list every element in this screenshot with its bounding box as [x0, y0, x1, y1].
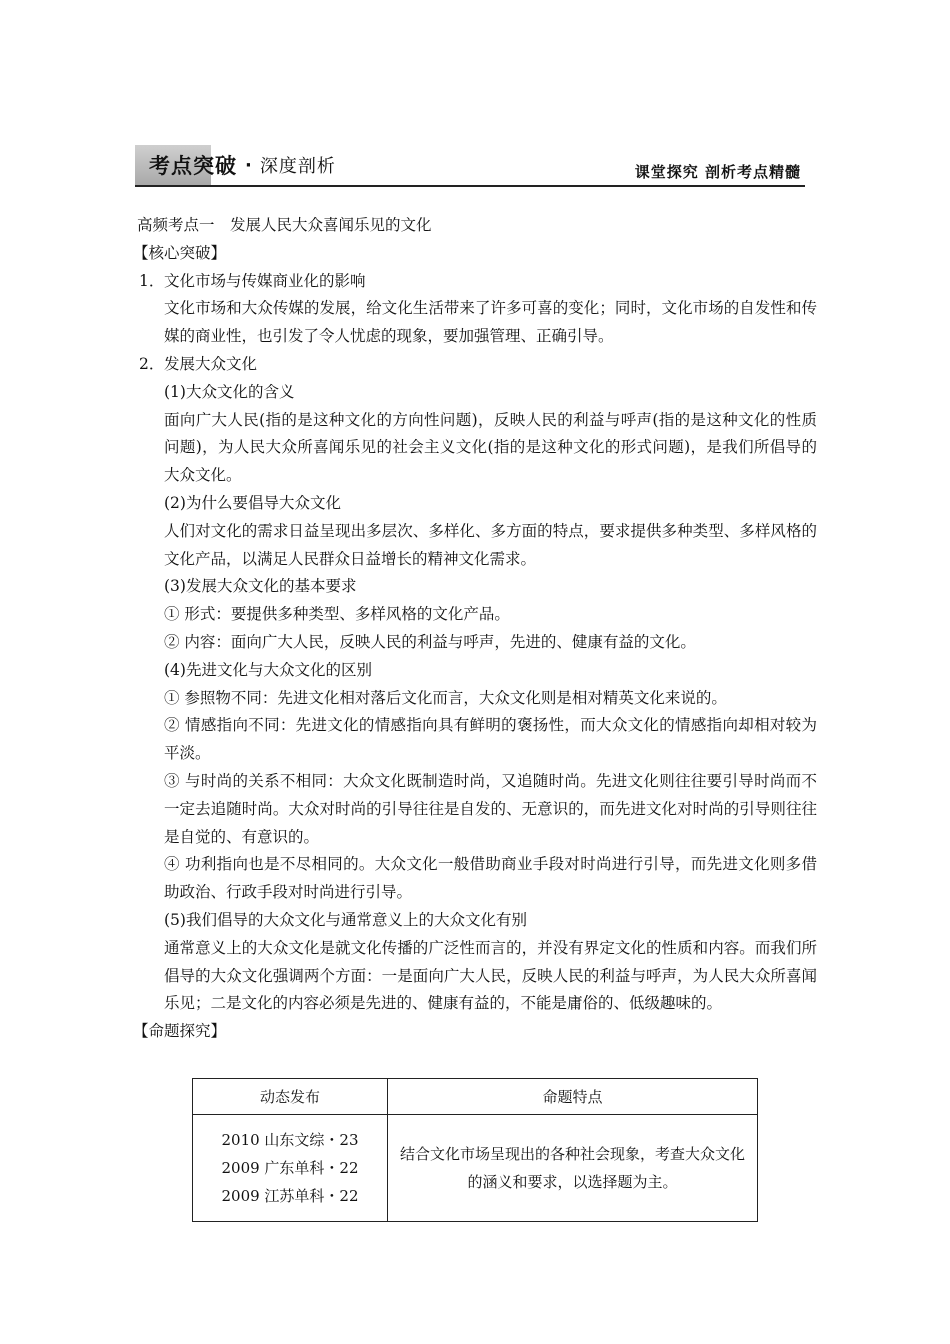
table-source-item: 2009 广东单科・22 [221, 1159, 359, 1177]
section-1-number: 1． [139, 271, 165, 290]
header-separator-dot: · [245, 154, 252, 176]
section-1-heading [137, 268, 817, 296]
core-heading: 【核心突破】 [133, 243, 227, 262]
topic-title: 高频考点一 发展人民大众喜闻乐见的文化 [137, 216, 432, 234]
table-feature-cell: 结合文化市场呈现出的各种社会现象，考查大众文化的涵义和要求，以选择题为主。 [388, 1115, 758, 1222]
header-right-caption: 课堂探究 剖析考点精髓 [634, 163, 801, 181]
point-2-text: 人们对文化的需求日益呈现出多层次、多样化、多方面的特点，要求提供多种类型、多样风格的文化产品，以满足人民群众日益增长的精神文化需求。 [164, 521, 817, 568]
explore-heading: 【命题探究】 [133, 1022, 227, 1041]
point-3-item-1: ① 形式：要提供多种类型、多样风格的文化产品。 [164, 605, 510, 624]
table-row [193, 1115, 758, 1222]
section-header-tab [135, 145, 336, 185]
point-1-title: (1)大众文化的含义 [164, 382, 295, 401]
point-3-title: (3)发展大众文化的基本要求 [164, 577, 357, 596]
point-1-text: 面向广大人民(指的是这种文化的方向性问题)，反映人民的利益与呼声(指的是这种文化的性质问题)，为人民大众所喜闻乐见的社会主义文化(指的是这种文化的形式问题)，是我们所倡导的大众文化。 [164, 410, 817, 485]
table-source-cell [193, 1115, 388, 1222]
table-header-row [193, 1079, 758, 1115]
point-2-title: (2)为什么要倡导大众文化 [164, 493, 341, 512]
topic-table [192, 1078, 758, 1222]
header-divider [135, 185, 805, 187]
point-5-title: (5)我们倡导的大众文化与通常意义上的大众文化有别 [164, 910, 527, 929]
header-main-title: 考点突破 [149, 154, 237, 178]
header-subtitle: 深度剖析 [259, 156, 336, 177]
section-1-title: 文化市场与传媒商业化的影响 [164, 271, 366, 290]
point-4-item-4: ④ 功利指向也是不尽相同的。大众文化一般借助商业手段对时尚进行引导，而先进文化则多借助政治、行政手段对时尚进行引导。 [164, 855, 817, 902]
table-source-item: 2010 山东文综・23 [221, 1131, 359, 1149]
point-3-item-2: ② 内容：面向广大人民，反映人民的利益与呼声，先进的、健康有益的文化。 [164, 632, 696, 651]
table-header-cell: 动态发布 [193, 1079, 388, 1115]
point-4-item-1: ① 参照物不同：先进文化相对落后文化而言，大众文化则是相对精英文化来说的。 [164, 688, 727, 707]
point-5-text: 通常意义上的大众文化是就文化传播的广泛性而言的，并没有界定文化的性质和内容。而我们所倡导的大众文化强调两个方面：一是面向广大人民，反映人民的利益与呼声，为人民大众所喜闻乐见；二是文化的内容必须是先进的、健康有益的，不能是庸俗的、低级趣味的。 [164, 938, 817, 1013]
main-content [133, 212, 817, 1046]
section-header [135, 145, 805, 187]
point-4-item-3: ③ 与时尚的关系不相同：大众文化既制造时尚，又追随时尚。先进文化则往往要引导时尚而不一定去追随时尚。大众对时尚的引导往往是自发的、无意识的，而先进文化对时尚的引导则往往是自觉的、有意识的。 [164, 771, 817, 846]
table-header-cell: 命题特点 [388, 1079, 758, 1115]
section-2-number: 2． [139, 354, 165, 373]
point-4-item-2: ② 情感指向不同：先进文化的情感指向具有鲜明的褒扬性，而大众文化的情感指向却相对较为平淡。 [164, 716, 817, 763]
section-1-paragraph: 文化市场和大众传媒的发展，给文化生活带来了许多可喜的变化；同时，文化市场的自发性和传媒的商业性，也引发了令人忧虑的现象，要加强管理、正确引导。 [164, 299, 817, 346]
table-source-item: 2009 江苏单科・22 [221, 1187, 359, 1205]
point-4-title: (4)先进文化与大众文化的区别 [164, 660, 372, 679]
section-2-heading [137, 351, 817, 379]
section-2-title: 发展大众文化 [164, 354, 258, 373]
